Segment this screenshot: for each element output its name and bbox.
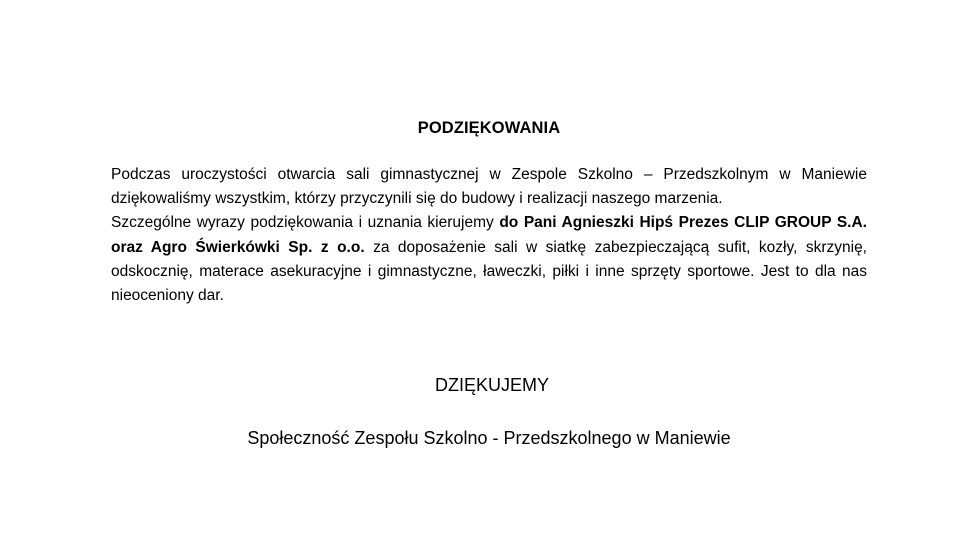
paragraph-acknowledgement — [111, 211, 867, 308]
acknowledgement-intro: Szczególne wyrazy podziękowania i uznania kierujemy — [111, 214, 500, 232]
acknowledgement-sponsors: do Pani Agnieszki Hipś Prezes CLIP GROUP S.A. oraz Agro Świerkówki Sp. z o.o. — [111, 214, 867, 256]
document-body — [111, 163, 867, 308]
thanks-heading: DZIĘKUJEMY — [434, 375, 549, 395]
paragraph-opening: Podczas uroczystości otwarcia sali gimnastycznej w Zespole Szkolno – Przedszkolnym w Maniewie dziękowaliśmy wszystkim, którzy przyczynili się do budowy i realizacji naszego marzenia. — [111, 166, 867, 208]
acknowledgement-details: za doposażenie sali w siatkę zabezpieczającą sufit, kozły, skrzynię, odskocznię, materace asekuracyjne i gimnastyczne, ławeczki, piłki i inne sprzęty sportowe. Jest to dla nas nieoceniony dar. — [111, 238, 867, 305]
signature-line: Społeczność Zespołu Szkolno - Przedszkolnego w Maniewie — [247, 428, 731, 448]
document-title: PODZIĘKOWANIA — [417, 119, 561, 137]
